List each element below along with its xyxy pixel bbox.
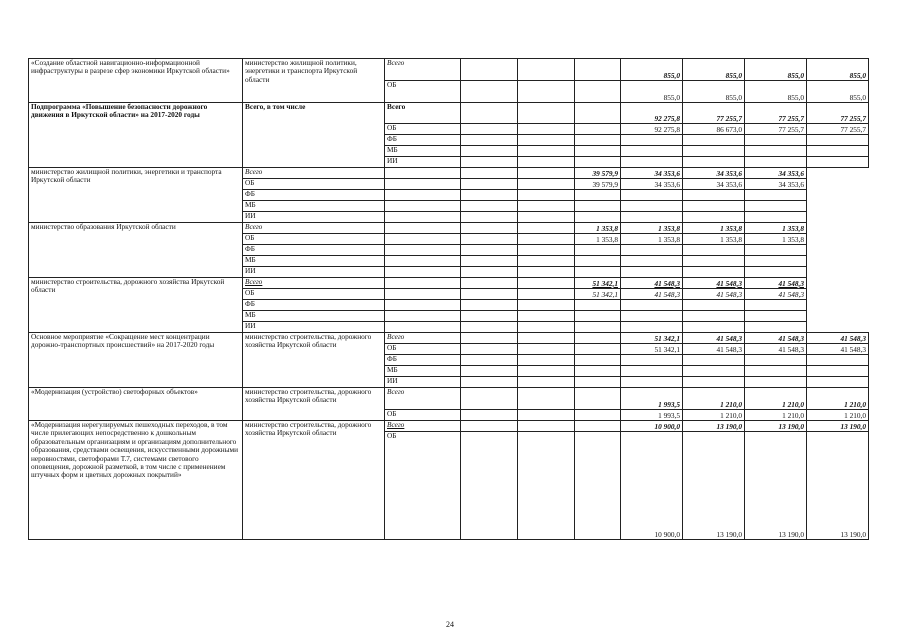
value-cell: 51 342,1 <box>575 278 621 289</box>
value-cell <box>683 256 745 267</box>
funding-source-cell: ФБ <box>243 190 385 201</box>
value-cell <box>621 377 683 388</box>
value-cell <box>575 212 621 223</box>
empty-cell <box>575 59 621 81</box>
value-cell: 10 900,0 <box>621 432 683 540</box>
value-cell <box>621 135 683 146</box>
empty-cell <box>518 59 575 81</box>
value-cell <box>683 267 745 278</box>
empty-cell <box>518 103 575 124</box>
value-cell: 77 255,7 <box>745 124 807 135</box>
funding-source-cell: ФБ <box>385 355 461 366</box>
executor-cell: министерство образования Иркутской области <box>29 223 243 278</box>
empty-cell <box>385 190 461 201</box>
value-cell <box>683 190 745 201</box>
value-cell: 92 275,8 <box>621 103 683 124</box>
empty-cell <box>575 377 621 388</box>
empty-cell <box>518 168 575 179</box>
value-cell: 1 210,0 <box>807 388 869 410</box>
value-cell: 855,0 <box>745 81 807 103</box>
table-row <box>29 168 869 179</box>
funding-source-cell: Всего <box>385 421 461 432</box>
empty-cell <box>461 190 518 201</box>
funding-source-cell: МБ <box>243 201 385 212</box>
empty-cell <box>385 212 461 223</box>
empty-cell <box>461 146 518 157</box>
funding-source-cell: Всего <box>243 278 385 289</box>
empty-cell <box>575 135 621 146</box>
value-cell: 1 210,0 <box>683 388 745 410</box>
event-name-cell: «Модернизация (устройство) светофорных объектов» <box>29 388 243 421</box>
empty-cell <box>461 168 518 179</box>
table-row <box>29 103 869 124</box>
value-cell <box>745 245 807 256</box>
funding-source-cell: ИИ <box>243 212 385 223</box>
funding-source-cell: ФБ <box>243 300 385 311</box>
empty-cell <box>518 432 575 540</box>
value-cell <box>745 201 807 212</box>
funding-source-cell: Всего <box>385 103 461 124</box>
empty-cell <box>575 146 621 157</box>
value-cell: 1 210,0 <box>683 410 745 421</box>
value-cell <box>575 311 621 322</box>
value-cell: 1 210,0 <box>745 410 807 421</box>
value-cell: 41 548,3 <box>683 333 745 344</box>
value-cell: 1 353,8 <box>621 234 683 245</box>
empty-cell <box>518 355 575 366</box>
executor-cell: министерство жилищной политики, энергетики и транспорта Иркутской области <box>29 168 243 223</box>
value-cell: 1 353,8 <box>745 234 807 245</box>
funding-source-cell: ОБ <box>385 344 461 355</box>
value-cell: 41 548,3 <box>807 344 869 355</box>
value-cell <box>575 256 621 267</box>
empty-cell <box>575 124 621 135</box>
empty-cell <box>518 344 575 355</box>
empty-cell <box>575 366 621 377</box>
empty-cell <box>518 322 575 333</box>
empty-cell <box>518 223 575 234</box>
value-cell <box>745 190 807 201</box>
funding-source-cell: ИИ <box>243 322 385 333</box>
value-cell: 41 548,3 <box>745 344 807 355</box>
value-cell <box>621 245 683 256</box>
value-cell: 41 548,3 <box>683 344 745 355</box>
value-cell: 1 993,5 <box>621 410 683 421</box>
value-cell <box>575 300 621 311</box>
empty-cell <box>461 311 518 322</box>
value-cell: 41 548,3 <box>621 278 683 289</box>
empty-cell <box>385 223 461 234</box>
funding-source-cell: ОБ <box>243 289 385 300</box>
value-cell <box>621 300 683 311</box>
value-cell: 1 353,8 <box>621 223 683 234</box>
empty-cell <box>518 278 575 289</box>
empty-cell <box>575 103 621 124</box>
funding-source-cell: ИИ <box>385 157 461 168</box>
empty-cell <box>461 355 518 366</box>
value-cell: 13 190,0 <box>807 432 869 540</box>
empty-cell <box>575 344 621 355</box>
table-row <box>29 278 869 289</box>
empty-cell <box>575 388 621 410</box>
value-cell: 77 255,7 <box>683 103 745 124</box>
empty-cell <box>461 366 518 377</box>
value-cell: 77 255,7 <box>807 103 869 124</box>
value-cell <box>621 322 683 333</box>
value-cell: 41 548,3 <box>745 289 807 300</box>
value-cell: 1 353,8 <box>575 234 621 245</box>
value-cell <box>745 366 807 377</box>
empty-cell <box>518 377 575 388</box>
empty-cell <box>575 410 621 421</box>
value-cell: 855,0 <box>807 59 869 81</box>
executor-cell: министерство строительства, дорожного хозяйства Иркутской области <box>243 388 385 421</box>
table-row <box>29 388 869 410</box>
empty-cell <box>461 322 518 333</box>
value-cell: 10 900,0 <box>621 421 683 432</box>
empty-cell <box>385 201 461 212</box>
value-cell: 1 353,8 <box>575 223 621 234</box>
value-cell: 34 353,6 <box>621 179 683 190</box>
value-cell <box>621 355 683 366</box>
empty-cell <box>385 311 461 322</box>
empty-cell <box>518 179 575 190</box>
empty-cell <box>575 333 621 344</box>
empty-cell <box>575 432 621 540</box>
empty-cell <box>461 103 518 124</box>
empty-cell <box>518 124 575 135</box>
empty-cell <box>385 179 461 190</box>
value-cell: 51 342,1 <box>621 344 683 355</box>
value-cell: 34 353,6 <box>621 168 683 179</box>
empty-cell <box>461 223 518 234</box>
empty-cell <box>518 421 575 432</box>
empty-cell <box>518 256 575 267</box>
funding-source-cell: ОБ <box>385 81 461 103</box>
value-cell <box>745 157 807 168</box>
empty-cell <box>518 267 575 278</box>
value-cell <box>745 212 807 223</box>
value-cell <box>683 355 745 366</box>
value-cell: 855,0 <box>807 81 869 103</box>
value-cell <box>807 157 869 168</box>
funding-source-cell: ОБ <box>385 410 461 421</box>
table-body <box>29 59 869 540</box>
empty-cell <box>518 410 575 421</box>
value-cell: 41 548,3 <box>683 289 745 300</box>
event-name-cell: Подпрограмма «Повышение безопасности дорожного движения в Иркутской области» на 2017-2020 годы <box>29 103 243 168</box>
empty-cell <box>461 157 518 168</box>
empty-cell <box>461 300 518 311</box>
value-cell: 34 353,6 <box>683 168 745 179</box>
value-cell: 41 548,3 <box>621 289 683 300</box>
empty-cell <box>461 421 518 432</box>
empty-cell <box>461 124 518 135</box>
empty-cell <box>461 234 518 245</box>
value-cell <box>575 267 621 278</box>
empty-cell <box>385 256 461 267</box>
value-cell: 41 548,3 <box>683 278 745 289</box>
value-cell: 855,0 <box>683 59 745 81</box>
empty-cell <box>575 157 621 168</box>
value-cell <box>807 146 869 157</box>
value-cell <box>745 256 807 267</box>
funding-source-cell: ИИ <box>243 267 385 278</box>
value-cell: 34 353,6 <box>683 179 745 190</box>
empty-cell <box>518 311 575 322</box>
empty-cell <box>461 377 518 388</box>
empty-cell <box>461 410 518 421</box>
empty-cell <box>385 168 461 179</box>
empty-cell <box>461 344 518 355</box>
value-cell: 13 190,0 <box>745 432 807 540</box>
empty-cell <box>575 355 621 366</box>
value-cell <box>621 201 683 212</box>
value-cell <box>745 355 807 366</box>
funding-source-cell: ИИ <box>385 377 461 388</box>
value-cell <box>683 157 745 168</box>
value-cell: 41 548,3 <box>745 278 807 289</box>
value-cell: 1 353,8 <box>683 223 745 234</box>
empty-cell <box>461 289 518 300</box>
value-cell: 855,0 <box>683 81 745 103</box>
funding-source-cell: МБ <box>243 256 385 267</box>
value-cell: 1 993,5 <box>621 388 683 410</box>
empty-cell <box>518 81 575 103</box>
value-cell <box>683 135 745 146</box>
empty-cell <box>518 157 575 168</box>
value-cell: 855,0 <box>745 59 807 81</box>
value-cell: 13 190,0 <box>683 421 745 432</box>
empty-cell <box>385 289 461 300</box>
empty-cell <box>518 366 575 377</box>
value-cell: 855,0 <box>621 59 683 81</box>
value-cell <box>621 190 683 201</box>
empty-cell <box>461 267 518 278</box>
value-cell <box>683 366 745 377</box>
value-cell <box>621 157 683 168</box>
funding-source-cell: МБ <box>385 366 461 377</box>
value-cell <box>621 256 683 267</box>
executor-cell: министерство жилищной политики, энергетики и транспорта Иркутской области <box>243 59 385 103</box>
executor-cell: министерство строительства, дорожного хозяйства Иркутской области <box>243 333 385 388</box>
table-row <box>29 59 869 81</box>
empty-cell <box>518 135 575 146</box>
empty-cell <box>461 432 518 540</box>
empty-cell <box>385 278 461 289</box>
funding-source-cell: Всего <box>385 59 461 81</box>
empty-cell <box>385 245 461 256</box>
value-cell <box>745 377 807 388</box>
value-cell <box>683 146 745 157</box>
value-cell: 1 210,0 <box>745 388 807 410</box>
value-cell: 77 255,7 <box>807 124 869 135</box>
empty-cell <box>461 388 518 410</box>
empty-cell <box>461 245 518 256</box>
value-cell <box>575 322 621 333</box>
executor-cell: министерство строительства, дорожного хозяйства Иркутской области <box>243 421 385 540</box>
value-cell <box>745 300 807 311</box>
value-cell: 39 579,9 <box>575 179 621 190</box>
value-cell: 34 353,6 <box>745 168 807 179</box>
event-name-cell: «Создание областной навигационно-информационной инфраструктуры в разрезе сфер экономики Иркутской области» <box>29 59 243 103</box>
value-cell <box>683 201 745 212</box>
value-cell <box>621 366 683 377</box>
value-cell <box>807 355 869 366</box>
value-cell <box>683 311 745 322</box>
value-cell: 1 210,0 <box>807 410 869 421</box>
value-cell: 51 342,1 <box>575 289 621 300</box>
page-number: 24 <box>446 620 454 629</box>
value-cell <box>745 146 807 157</box>
event-name-cell: Основное мероприятие «Сокращение мест концентрации дорожно-транспортных происшествий» на 2017-2020 годы <box>29 333 243 388</box>
empty-cell <box>461 135 518 146</box>
value-cell <box>683 377 745 388</box>
value-cell <box>683 212 745 223</box>
value-cell <box>621 267 683 278</box>
empty-cell <box>385 267 461 278</box>
value-cell: 13 190,0 <box>745 421 807 432</box>
value-cell <box>621 212 683 223</box>
funding-source-cell: Всего <box>243 223 385 234</box>
empty-cell <box>461 333 518 344</box>
value-cell <box>683 322 745 333</box>
value-cell <box>807 366 869 377</box>
budget-table-page <box>28 58 868 540</box>
value-cell: 1 353,8 <box>745 223 807 234</box>
empty-cell <box>518 289 575 300</box>
funding-source-cell: ОБ <box>385 432 461 540</box>
empty-cell <box>518 234 575 245</box>
value-cell: 13 190,0 <box>683 432 745 540</box>
funding-source-cell: ФБ <box>385 135 461 146</box>
funding-source-cell: ОБ <box>243 179 385 190</box>
value-cell <box>807 377 869 388</box>
value-cell <box>575 201 621 212</box>
value-cell: 77 255,7 <box>745 103 807 124</box>
value-cell: 39 579,9 <box>575 168 621 179</box>
executor-cell: министерство строительства, дорожного хозяйства Иркутской области <box>29 278 243 333</box>
value-cell <box>745 311 807 322</box>
empty-cell <box>518 212 575 223</box>
table-row <box>29 223 869 234</box>
empty-cell <box>461 212 518 223</box>
empty-cell <box>461 256 518 267</box>
value-cell <box>745 267 807 278</box>
table-row <box>29 421 869 432</box>
value-cell <box>575 190 621 201</box>
empty-cell <box>385 322 461 333</box>
funding-source-cell: МБ <box>243 311 385 322</box>
value-cell <box>683 245 745 256</box>
value-cell <box>745 135 807 146</box>
event-name-cell: «Модернизация нерегулируемых пешеходных переходов, в том числе прилегающих непосредственно к дошкольным образовательным организациям и организациям дополнительного образования, средствами освещения, искусственными дорожными неровностями, светофорами Т.7, системами светового оповещения, дорожной разметкой, в том числе с применением штучных форм и цветных дорожных покрытий» <box>29 421 243 540</box>
funding-source-cell: Всего <box>385 388 461 410</box>
empty-cell <box>461 179 518 190</box>
value-cell: 92 275,8 <box>621 124 683 135</box>
empty-cell <box>518 146 575 157</box>
empty-cell <box>575 81 621 103</box>
empty-cell <box>518 201 575 212</box>
empty-cell <box>518 245 575 256</box>
empty-cell <box>575 421 621 432</box>
value-cell: 41 548,3 <box>745 333 807 344</box>
value-cell <box>745 322 807 333</box>
table-row <box>29 333 869 344</box>
funding-source-cell: ФБ <box>243 245 385 256</box>
funding-source-cell: ОБ <box>243 234 385 245</box>
value-cell: 86 673,0 <box>683 124 745 135</box>
funding-source-cell: МБ <box>385 146 461 157</box>
funding-source-cell: Всего <box>385 333 461 344</box>
executor-cell: Всего, в том числе <box>243 103 385 168</box>
empty-cell <box>385 234 461 245</box>
value-cell <box>621 146 683 157</box>
empty-cell <box>461 59 518 81</box>
value-cell: 1 353,8 <box>683 234 745 245</box>
empty-cell <box>385 300 461 311</box>
empty-cell <box>518 388 575 410</box>
value-cell: 51 342,1 <box>621 333 683 344</box>
empty-cell <box>461 81 518 103</box>
empty-cell <box>518 300 575 311</box>
funding-source-cell: ОБ <box>385 124 461 135</box>
value-cell <box>683 300 745 311</box>
value-cell: 34 353,6 <box>745 179 807 190</box>
value-cell <box>575 245 621 256</box>
value-cell: 13 190,0 <box>807 421 869 432</box>
budget-table <box>28 58 869 540</box>
value-cell <box>807 135 869 146</box>
funding-source-cell: Всего <box>243 168 385 179</box>
empty-cell <box>461 201 518 212</box>
value-cell <box>621 311 683 322</box>
value-cell: 855,0 <box>621 81 683 103</box>
empty-cell <box>461 278 518 289</box>
empty-cell <box>518 190 575 201</box>
empty-cell <box>518 333 575 344</box>
value-cell: 41 548,3 <box>807 333 869 344</box>
